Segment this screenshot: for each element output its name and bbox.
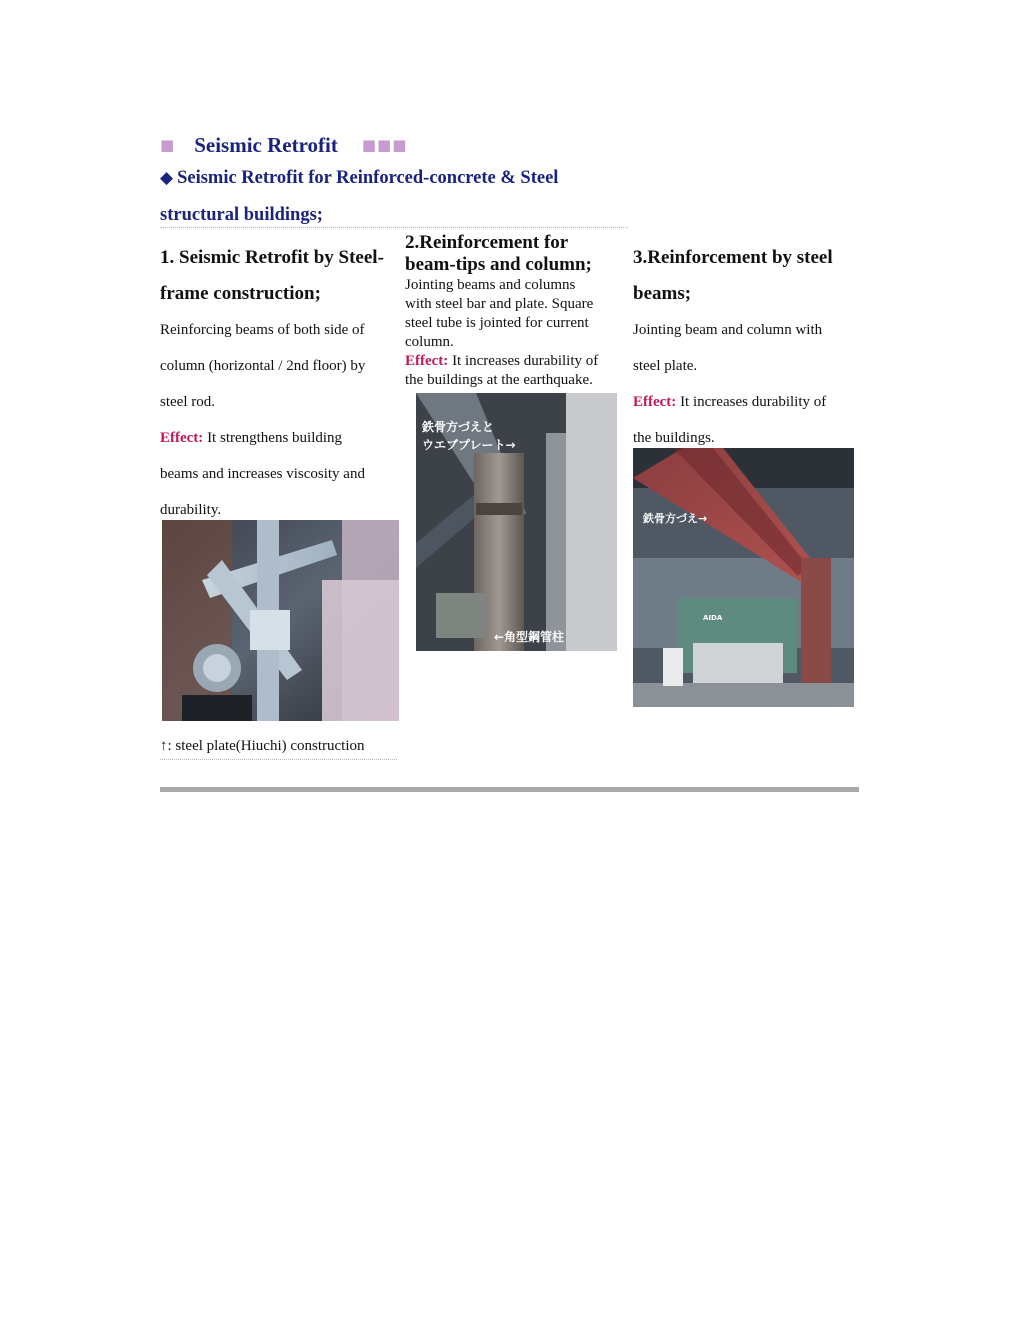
col2-body-2: with steel bar and plate. Square [405, 296, 594, 312]
subtitle-line-1 [160, 168, 558, 189]
photo3-label: 鉄骨方づえ→ [643, 512, 708, 525]
col1-body-1: Reinforcing beams of both side of [160, 322, 365, 338]
column-steel-frame [160, 240, 396, 528]
col1-body-2: column (horizontal / 2nd floor) by [160, 358, 366, 374]
col2-body-3: steel tube is jointed for current [405, 315, 589, 331]
column-beam-tips [405, 232, 627, 390]
photo2-label-top-1: 鉄骨方づえと [422, 420, 495, 434]
col1-heading-1: 1. Seismic Retrofit by Steel- [160, 247, 384, 268]
col1-effect-text-1: It strengthens building [203, 430, 343, 446]
caption-underline [160, 759, 397, 760]
photo-beam-tip-column [416, 393, 617, 651]
title-marker-right: ■■■ [361, 136, 408, 154]
col2-effect-label: Effect: [405, 353, 449, 369]
subtitle-line-2: structural buildings; [160, 205, 323, 225]
col3-body-2: steel plate. [633, 358, 698, 374]
col1-effect-label: Effect: [160, 430, 204, 446]
col1-effect-line-2: beams and increases viscosity and [160, 466, 365, 482]
subtitle-underline [160, 227, 628, 228]
col2-body-1: Jointing beams and columns [405, 277, 576, 293]
subtitle-text-1: Seismic Retrofit for Reinforced-concrete & Steel [177, 168, 559, 188]
photo-caption: ↑: steel plate(Hiuchi) construction [160, 738, 365, 754]
col3-effect-text-1: It increases durability of [676, 394, 827, 410]
col2-effect-line-2: the buildings at the earthquake. [405, 372, 593, 388]
machine-brand-label: AIDA [703, 614, 723, 622]
col1-body-3: steel rod. [160, 394, 215, 410]
col1-effect [160, 420, 396, 456]
col2-effect [405, 352, 627, 371]
col3-heading-2: beams; [633, 283, 692, 304]
col3-body-1: Jointing beam and column with [633, 322, 823, 338]
title-marker-left: ■ [160, 136, 175, 154]
photo2-label-bottom: ←角型鋼管柱 [494, 630, 565, 644]
photo-steel-plate-hiuchi [162, 520, 399, 721]
col2-heading-2: beam-tips and column; [405, 254, 592, 275]
col2-heading-1: 2.Reinforcement for [405, 232, 569, 253]
col1-heading-2: frame construction; [160, 283, 321, 304]
col1-effect-line-3: durability. [160, 502, 222, 518]
section-divider [160, 787, 859, 792]
col3-effect-label: Effect: [633, 394, 677, 410]
column-steel-beams [633, 240, 863, 456]
col3-heading-1: 3.Reinforcement by steel [633, 247, 833, 268]
diamond-bullet-icon: ◆ [160, 168, 174, 188]
photo2-label-top-2: ウエブプレート→ [422, 438, 516, 452]
page-title: Seismic Retrofit [194, 132, 338, 157]
section-title [160, 130, 407, 160]
col3-effect-line-2: the buildings. [633, 430, 715, 446]
photo-steel-beam-brace [633, 448, 854, 707]
col2-body-4: column. [405, 334, 454, 350]
col2-effect-text-1: It increases durability of [448, 353, 599, 369]
col3-effect [633, 384, 863, 420]
